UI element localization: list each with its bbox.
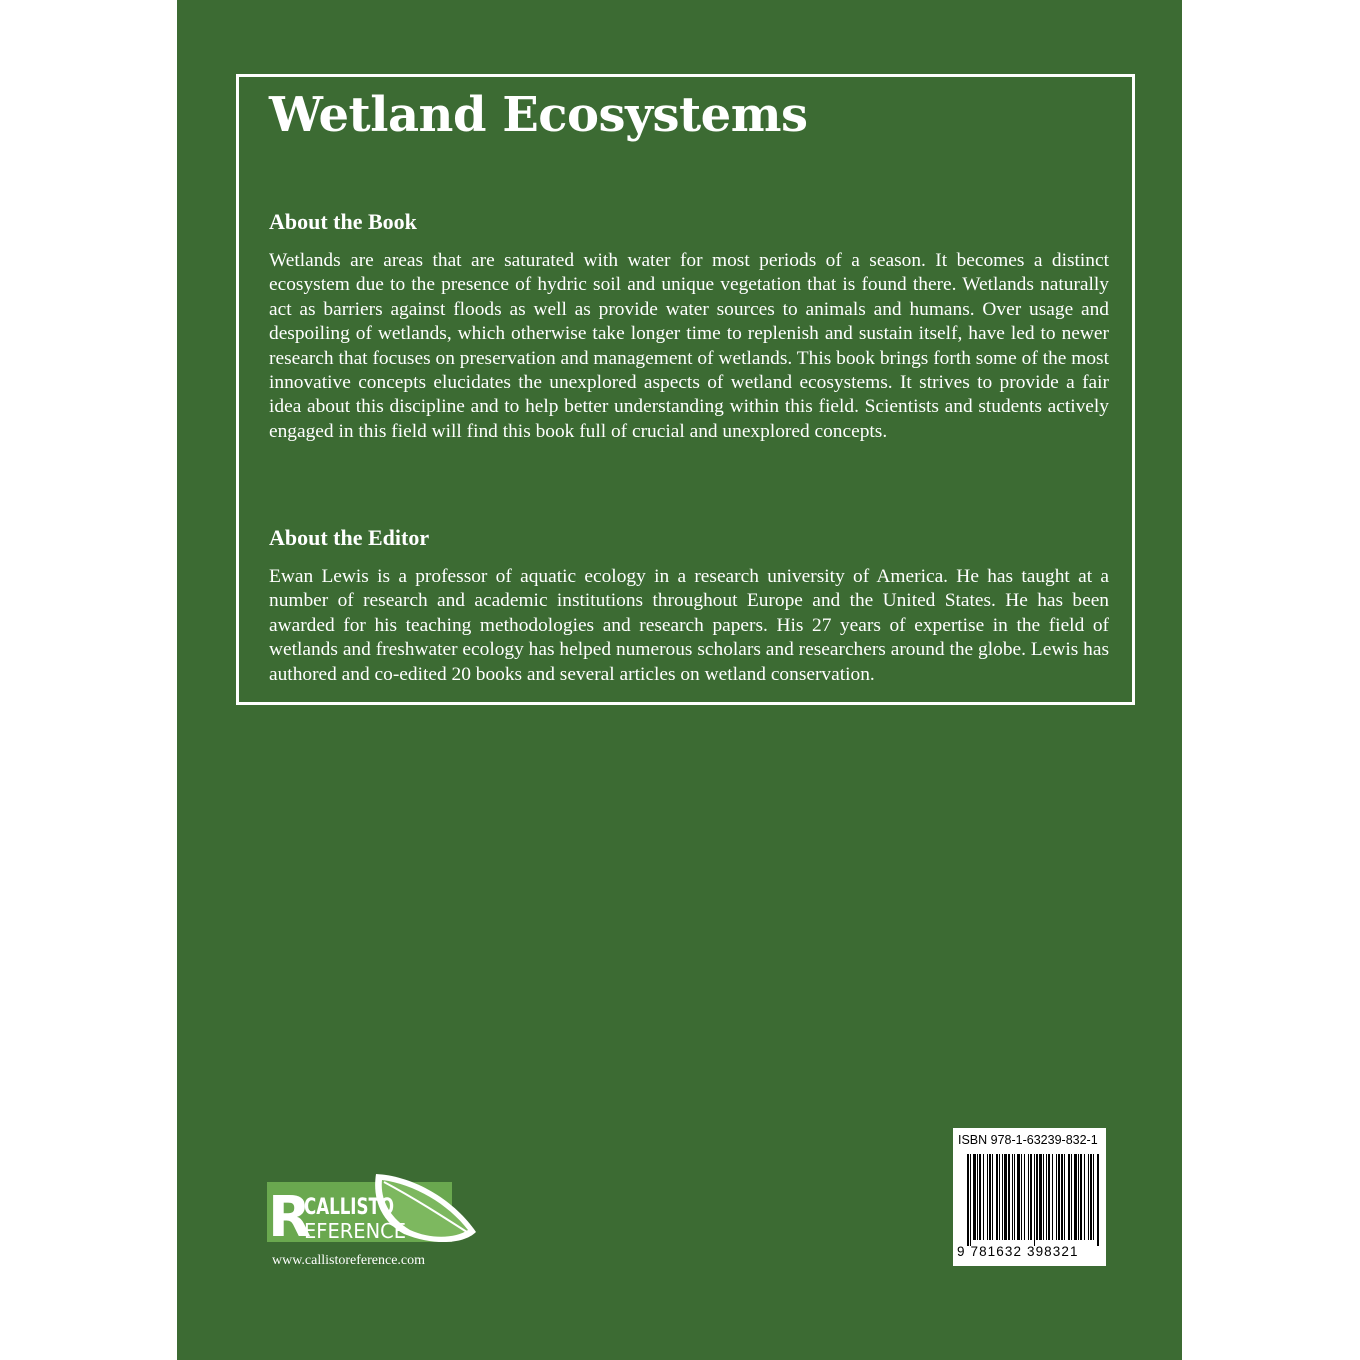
- isbn-barcode: [953, 1128, 1106, 1266]
- about-book-heading: About the Book: [269, 209, 417, 234]
- about-editor-text: Ewan Lewis is a professor of aquatic ecology in a research university of America. He has taught at a number of research and academic institutions throughout Europe and the United States. He has been awarded for his teaching methodologies and research papers. His 27 years of expertise in the field of wetlands and freshwater ecology has helped numerous scholars and researchers around the globe. Lewis has authored and co-edited 20 books and several articles on wetland conservation.: [269, 566, 1109, 685]
- publisher-url: www.callistoreference.com: [272, 1253, 426, 1268]
- publisher-logo: [264, 1170, 504, 1250]
- back-cover: [177, 0, 1182, 1360]
- isbn-digits: 9 781632 398321: [957, 1244, 1079, 1259]
- logo-word-callisto: CALLISTO: [304, 1195, 394, 1220]
- text-frame: [236, 74, 1135, 705]
- logo-letter-r: R: [268, 1185, 312, 1250]
- book-title: Wetland Ecosystems: [269, 87, 808, 143]
- about-book-text: Wetlands are areas that are saturated with water for most periods of a season. It becomes a distinct ecosystem due to the presence of hydric soil and unique vegetation that is found there. Wetlands naturally act as barriers against floods as well as provide water sources to animals and humans. Over usage and despoiling of wetlands, which otherwise take longer time to replenish and sustain itself, have led to newer research that focuses on preservation and management of wetlands. This book brings forth some of the most innovative concepts elucidates the unexplored aspects of wetland ecosystems. It strives to provide a fair idea about this discipline and to help better understanding within this field. Scientists and students actively engaged in this field will find this book full of crucial and unexplored concepts.: [269, 250, 1109, 442]
- logo-word-eference: EFERENCE: [304, 1219, 406, 1243]
- isbn-label: ISBN 978-1-63239-832-1: [958, 1133, 1098, 1147]
- about-editor-heading: About the Editor: [269, 525, 430, 550]
- callisto-leaf-icon: [264, 1170, 504, 1250]
